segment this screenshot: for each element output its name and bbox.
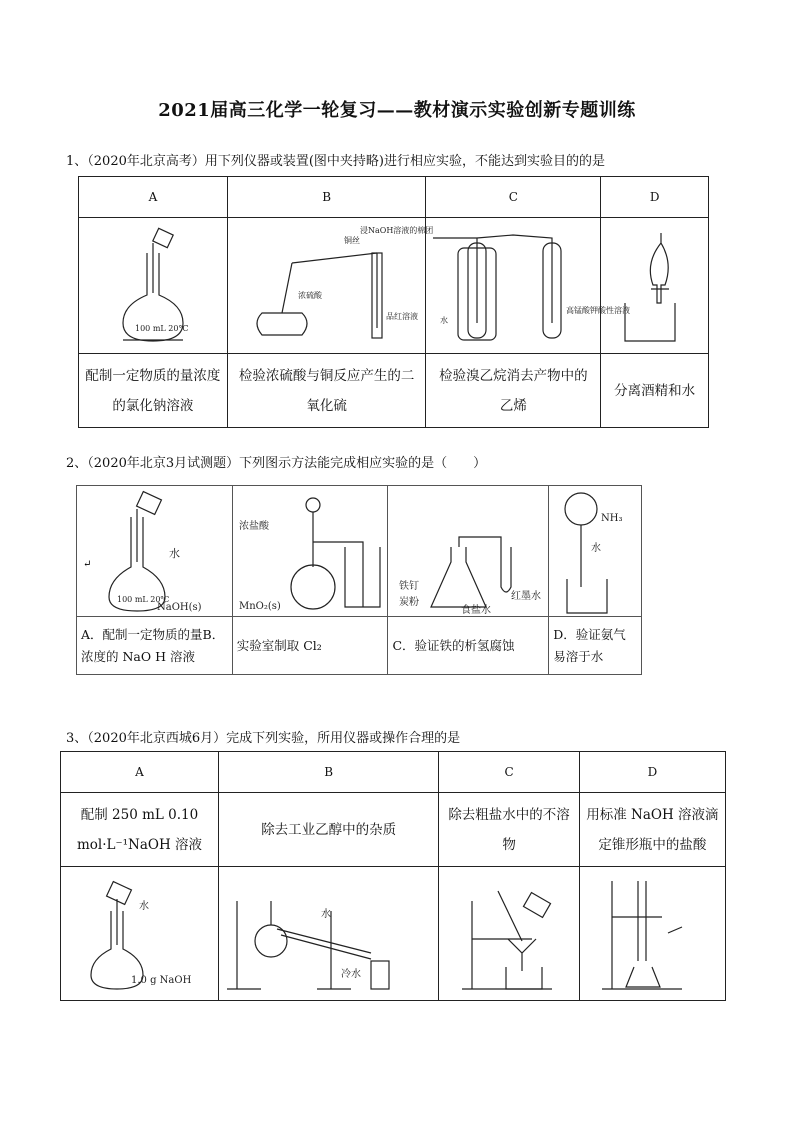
q1b-cu-label: 铜丝 xyxy=(343,236,360,245)
q2a-water-label: 水 xyxy=(169,547,181,560)
q1-caption-a: 配制一定物质的量浓度的氯化钠溶液 xyxy=(79,354,228,428)
q2-figure-a xyxy=(77,486,233,617)
q2c-salt-label: 食盐水 xyxy=(460,605,491,616)
question-1-stem: 1、（2020年北京高考）用下列仪器或装置(图中夹持略)进行相应实验，不能达到实验目的的是 xyxy=(66,154,605,169)
q2-caption-c: C．验证铁的析氢腐蚀 xyxy=(388,617,549,675)
q1-caption-c: 检验溴乙烷消去产物中的乙烯 xyxy=(426,354,601,428)
q1c-water-label: 水 xyxy=(440,316,449,325)
question-2-stem: 2、（2020年北京3月试测题）下列图示方法能完成相应实验的是（ ） xyxy=(66,456,487,471)
q2d-water-label: 水 xyxy=(591,543,602,554)
q1-header-b: B xyxy=(227,177,426,218)
q3-figure-a xyxy=(61,867,219,1001)
q1a-flask-label: 100 mL 20°C xyxy=(134,324,189,333)
q2d-nh3-label: NH₃ xyxy=(601,513,623,524)
q2b-hcl-label: 浓盐酸 xyxy=(239,521,270,532)
q1b-acid-label: 浓硫酸 xyxy=(297,291,322,300)
q3-header-b: B xyxy=(219,752,439,793)
q1-caption-b: 检验浓硫酸与铜反应产生的二氧化硫 xyxy=(227,354,426,428)
q3-header-c: C xyxy=(439,752,579,793)
q2a-flask-label: 100 mL 20℃ xyxy=(117,595,170,604)
q1-header-d: D xyxy=(601,177,709,218)
q3b-water-label: 水 xyxy=(321,909,332,920)
question-2-table xyxy=(76,485,642,675)
q3-figure-c xyxy=(439,867,579,1001)
q2-caption-b: 实验室制取 Cl₂ xyxy=(232,617,388,675)
q1-header-a: A xyxy=(79,177,228,218)
question-1-table xyxy=(78,176,709,428)
q3-caption-a: 配制 250 mL 0.10 mol·L⁻¹NaOH 溶液 xyxy=(61,793,219,867)
q1-figure-c xyxy=(426,218,631,354)
page-title: 2021届高三化学一轮复习——教材演示实验创新专题训练 xyxy=(158,100,636,121)
q3-header-a: A xyxy=(61,752,219,793)
question-3-stem: 3、（2020年北京西城6月）完成下列实验，所用仪器或操作合理的是 xyxy=(66,731,461,746)
q2-figure-b xyxy=(232,486,388,617)
q3-caption-b: 除去工业乙醇中的杂质 xyxy=(219,793,439,867)
q3-header-d: D xyxy=(579,752,725,793)
q1-header-c: C xyxy=(426,177,601,218)
q2a-mark: ↵ xyxy=(83,559,92,570)
q2a-naoh-label: NaOH(s) xyxy=(157,602,202,613)
q1c-kmno4-label: 高锰酸钾酸性溶液 xyxy=(566,306,631,315)
q3-caption-d: 用标准 NaOH 溶液滴定锥形瓶中的盐酸 xyxy=(579,793,725,867)
q3a-water-label: 水 xyxy=(138,901,149,912)
q2-caption-d: D．验证氨气易溶于水 xyxy=(549,617,642,675)
q3-caption-c: 除去粗盐水中的不溶物 xyxy=(439,793,579,867)
q3b-cold-label: 冷水 xyxy=(341,969,362,980)
question-3-table xyxy=(60,751,726,1001)
q1-caption-d: 分离酒精和水 xyxy=(601,354,709,428)
q2c-fe-label: 铁钉 xyxy=(398,581,419,592)
q1b-naoh-label: 浸NaOH溶液的棉团 xyxy=(359,226,433,235)
q2c-c-label: 炭粉 xyxy=(398,597,419,608)
q2b-mno2-label: MnO₂(s) xyxy=(239,601,281,612)
q3-figure-b xyxy=(219,867,439,1001)
q2c-ink-label: 红墨水 xyxy=(510,591,541,602)
q2-caption-a: A．配制一定物质的量B．浓度的 NaO H 溶液 xyxy=(77,617,233,675)
q1b-red-label: 品红溶液 xyxy=(385,312,418,321)
q3-figure-d xyxy=(579,867,725,1001)
q1-figure-a xyxy=(79,218,228,354)
q3a-naoh-label: 1.0 g NaOH xyxy=(130,975,191,986)
q2-figure-c xyxy=(388,486,549,617)
q1-figure-d xyxy=(601,218,709,354)
q1-figure-b xyxy=(227,218,433,354)
q2-figure-d xyxy=(549,486,642,617)
